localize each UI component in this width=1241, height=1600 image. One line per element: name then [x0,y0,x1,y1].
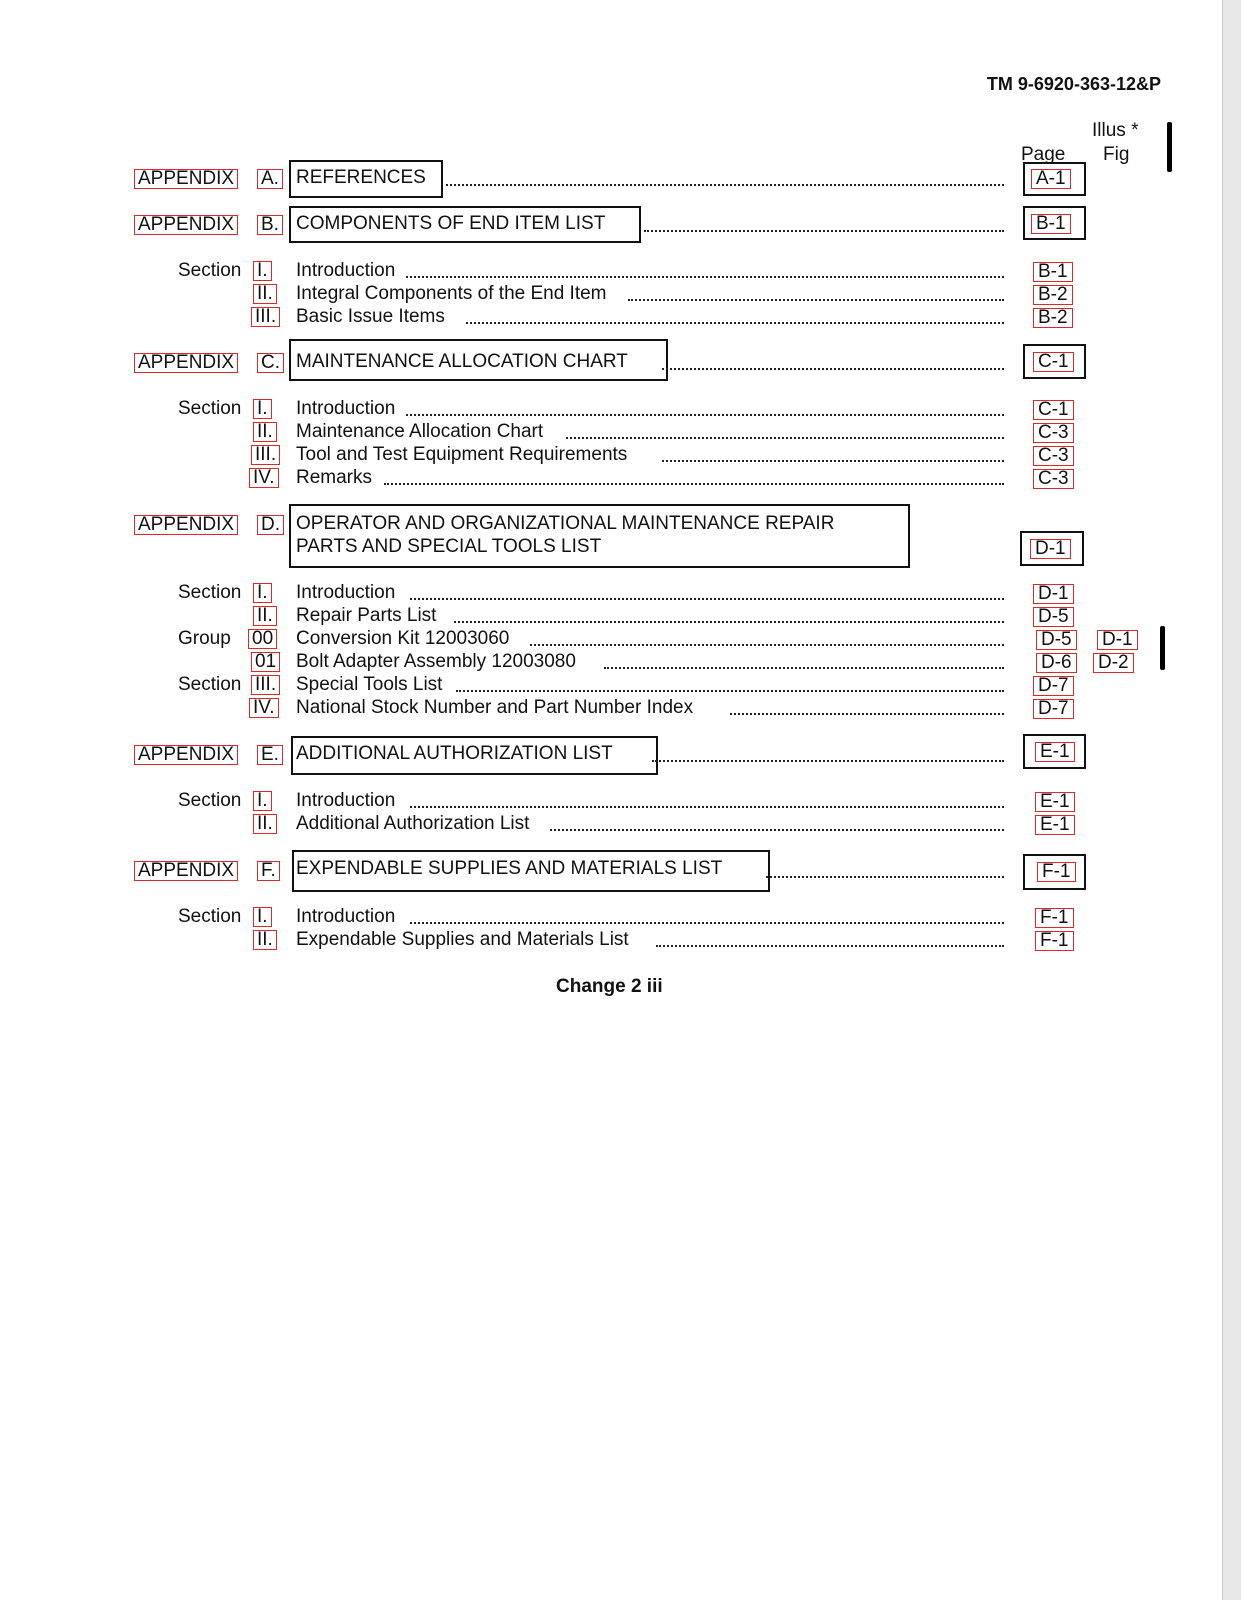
group-number: 00 [248,628,277,650]
section-number: II. [253,283,277,305]
section-title[interactable]: Integral Components of the End Item [296,283,607,304]
appendix-title[interactable]: ADDITIONAL AUTHORIZATION LIST [296,743,613,764]
section-title[interactable]: Additional Authorization List [296,813,530,834]
appendix-label: APPENDIX [134,860,238,882]
dot-leader [644,230,1004,232]
group-title[interactable]: Conversion Kit 12003060 [296,628,510,649]
dot-leader [410,922,1004,924]
change-bar [1160,626,1165,670]
section-number: III. [251,306,280,328]
group-word: Group [178,628,231,649]
page-number[interactable]: F-1 [1035,931,1074,951]
section-title[interactable]: National Stock Number and Part Number Index [296,697,694,718]
dot-leader [730,713,1004,715]
section-number: I. [253,790,272,812]
appendix-label: APPENDIX [134,514,238,536]
page-number[interactable]: D-7 [1033,699,1074,719]
page-number[interactable]: B-1 [1031,214,1071,234]
appendix-title-line1[interactable]: OPERATOR AND ORGANIZATIONAL MAINTENANCE REPAIR [296,513,835,534]
section-number: II. [253,929,277,951]
page-number[interactable]: D-1 [1033,584,1074,604]
page-number[interactable]: D-5 [1033,607,1074,627]
section-title[interactable]: Remarks [296,467,373,488]
appendix-title[interactable]: REFERENCES [296,167,426,188]
section-number: II. [253,605,277,627]
page-footer: Change 2 iii [556,976,663,997]
group-title[interactable]: Bolt Adapter Assembly 12003080 [296,651,576,672]
column-header-illus: Illus * [1092,120,1139,141]
page-number[interactable]: E-1 [1035,792,1075,812]
dot-leader [766,876,1004,878]
section-title[interactable]: Introduction [296,260,396,281]
section-number: II. [253,813,277,835]
section-title[interactable]: Special Tools List [296,674,443,695]
section-word: Section [178,674,242,695]
column-header-page: Page [1021,144,1066,165]
page-number[interactable]: F-1 [1037,862,1076,882]
section-word: Section [178,260,242,281]
dot-leader [656,945,1004,947]
column-header-fig: Fig [1103,144,1130,165]
dot-leader [662,460,1004,462]
dot-leader [550,829,1004,831]
section-number: I. [253,398,272,420]
section-title[interactable]: Introduction [296,398,396,419]
dot-leader [456,690,1004,692]
section-title[interactable]: Introduction [296,906,396,927]
section-title[interactable]: Basic Issue Items [296,306,445,327]
appendix-letter: F. [257,860,280,882]
group-number: 01 [251,651,280,673]
page-number[interactable]: C-3 [1033,469,1074,489]
page-number[interactable]: C-1 [1033,400,1074,420]
section-word: Section [178,790,242,811]
page-number[interactable]: A-1 [1031,169,1071,189]
appendix-letter: A. [257,168,283,190]
section-number: I. [253,582,272,604]
appendix-label: APPENDIX [134,352,238,374]
section-title[interactable]: Maintenance Allocation Chart [296,421,544,442]
page-number[interactable]: B-1 [1033,262,1073,282]
section-title[interactable]: Introduction [296,582,396,603]
appendix-title[interactable]: EXPENDABLE SUPPLIES AND MATERIALS LIST [296,858,723,879]
section-title[interactable]: Tool and Test Equipment Requirements [296,444,628,465]
dot-leader [446,184,1004,186]
dot-leader [410,598,1004,600]
section-number: III. [251,444,280,466]
page-number[interactable]: C-3 [1033,423,1074,443]
dot-leader [652,760,1004,762]
change-bar [1167,122,1172,172]
page-number[interactable]: C-1 [1033,352,1074,372]
appendix-label: APPENDIX [134,168,238,190]
section-number: I. [253,260,272,282]
dot-leader [384,483,1004,485]
page-number[interactable]: B-2 [1033,308,1073,328]
dot-leader [406,414,1004,416]
dot-leader [530,644,1004,646]
appendix-letter: B. [257,214,283,236]
appendix-letter: D. [257,514,284,536]
dot-leader [566,437,1004,439]
page-number[interactable]: C-3 [1033,446,1074,466]
section-number: IV. [249,467,279,489]
section-title[interactable]: Repair Parts List [296,605,437,626]
section-word: Section [178,398,242,419]
section-number: II. [253,421,277,443]
appendix-letter: E. [257,744,283,766]
page-number[interactable]: E-1 [1035,815,1075,835]
page-number[interactable]: D-6 [1036,653,1077,673]
page-number[interactable]: D-7 [1033,676,1074,696]
dot-leader [628,299,1004,301]
dot-leader [466,322,1004,324]
dot-leader [410,806,1004,808]
appendix-title[interactable]: MAINTENANCE ALLOCATION CHART [296,351,628,372]
section-title[interactable]: Introduction [296,790,396,811]
document-number: TM 9-6920-363-12&P [986,74,1161,94]
page-number[interactable]: D-1 [1030,539,1071,559]
appendix-title[interactable]: COMPONENTS OF END ITEM LIST [296,213,606,234]
appendix-label: APPENDIX [134,214,238,236]
page-number[interactable]: E-1 [1035,742,1075,762]
dot-leader [604,667,1004,669]
appendix-title-line2[interactable]: PARTS AND SPECIAL TOOLS LIST [296,536,602,557]
section-title[interactable]: Expendable Supplies and Materials List [296,929,629,950]
section-number: I. [253,906,272,928]
page-number[interactable]: D-5 [1036,630,1077,650]
section-number: IV. [249,697,279,719]
dot-leader [454,621,1004,623]
appendix-label: APPENDIX [134,744,238,766]
dot-leader [406,276,1004,278]
appendix-letter: C. [257,352,284,374]
page-number[interactable]: F-1 [1035,908,1074,928]
figure-number[interactable]: D-1 [1097,630,1138,650]
vertical-scrollbar[interactable] [1222,0,1241,1600]
section-number: III. [251,674,280,696]
dot-leader [662,368,1004,370]
section-word: Section [178,582,242,603]
page-number[interactable]: B-2 [1033,285,1073,305]
section-word: Section [178,906,242,927]
figure-number[interactable]: D-2 [1093,653,1134,673]
